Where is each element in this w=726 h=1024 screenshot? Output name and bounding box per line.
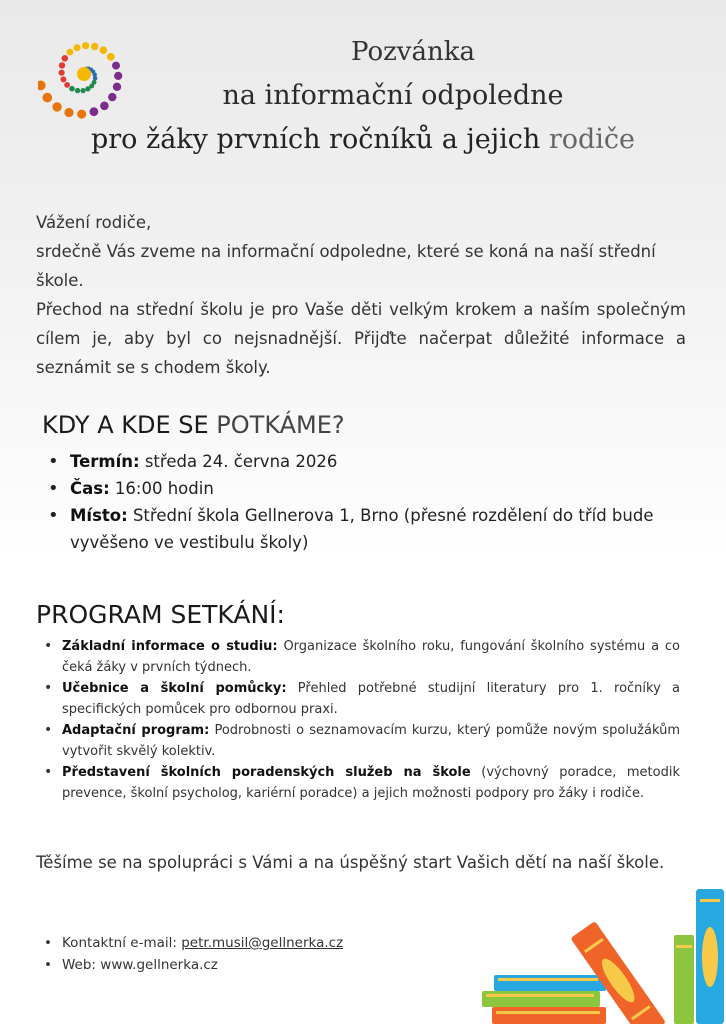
closing-text: Těšíme se na spolupráci s Vámi a na úspěšný start Vašich dětí na naší škole.	[36, 853, 665, 872]
item-label: Termín:	[70, 452, 140, 471]
item-label: Základní informace o studiu:	[62, 639, 278, 654]
greeting: Vážení rodiče,	[36, 213, 152, 232]
title-line-3-main: pro žáky prvních ročníků a jejich	[90, 124, 541, 155]
item-text: Podrobnosti o seznamovacím kurzu, který pomůže novým spolužákům vytvořit skvělý kolektiv.	[62, 723, 680, 759]
intro-section	[36, 208, 686, 382]
program-list	[44, 636, 680, 804]
item-label: Představení školních poradenských služeb na škole	[62, 765, 471, 780]
when-heading-main: KDY A KDE SE	[42, 411, 209, 439]
standing-blue-book-icon	[696, 889, 724, 1024]
program-heading: PROGRAM SETKÁNÍ:	[36, 600, 285, 629]
item-value: 16:00 hodin	[109, 479, 214, 498]
list-item	[46, 502, 686, 556]
email-label: Kontaktní e-mail:	[62, 935, 182, 951]
item-label: Adaptační program:	[62, 723, 210, 738]
contact-list	[44, 932, 343, 976]
when-list	[46, 448, 686, 556]
item-label: Místo:	[70, 506, 128, 525]
item-value: Střední škola Gellnerova 1, Brno (přesné rozdělení do tříd bude vyvěšeno ve vestibulu školy)	[70, 506, 654, 552]
intro-paragraph-2: Přechod na střední školu je pro Vaše děti velkým krokem a naším společným cílem je, aby byl co nejsnadnější. Přijďte načerpat důležité informace a seznámit se s chodem školy.	[36, 300, 686, 377]
list-item	[44, 762, 680, 804]
item-text: Přehled potřebné studijní literatury pro 1. ročníky a specifických pomůcek pro odbornou praxi.	[62, 681, 680, 717]
list-item	[46, 448, 686, 475]
title-line-2: na informační odpoledne	[222, 80, 564, 111]
list-item	[44, 678, 680, 720]
books-illustration	[476, 885, 726, 1024]
contact-email-item	[44, 932, 343, 954]
contact-web-item: • Web: www.gellnerka.cz	[44, 954, 343, 976]
item-text: (výchovný poradce, metodik prevence, školní psycholog, kariérní poradce) a jejich možnosti podpory pro žáky i rodiče.	[62, 765, 680, 801]
email-link[interactable]: petr.musil@gellnerka.cz	[181, 935, 344, 951]
standing-green-book-icon	[674, 935, 694, 1024]
item-value: středa 24. června 2026	[139, 452, 338, 471]
item-label: Učebnice a školní pomůcky:	[62, 681, 287, 696]
when-heading-end: POTKÁME?	[216, 411, 345, 439]
list-item	[44, 636, 680, 678]
title-line-3	[0, 118, 726, 162]
intro-paragraph-1: srdečně Vás zveme na informační odpoledne, které se koná na naší střední škole.	[36, 242, 656, 290]
when-heading	[42, 411, 345, 439]
book-stack-icon	[482, 975, 606, 1024]
item-text: Organizace školního roku, fungování školního systému a co čeká žáky v prvních týdnech.	[62, 639, 680, 675]
page-title	[0, 30, 726, 162]
title-line-3-end: rodiče	[548, 124, 636, 155]
list-item	[46, 475, 686, 502]
list-item	[44, 720, 680, 762]
item-label: Čas:	[70, 479, 110, 498]
title-line-1: Pozvánka	[351, 37, 475, 67]
